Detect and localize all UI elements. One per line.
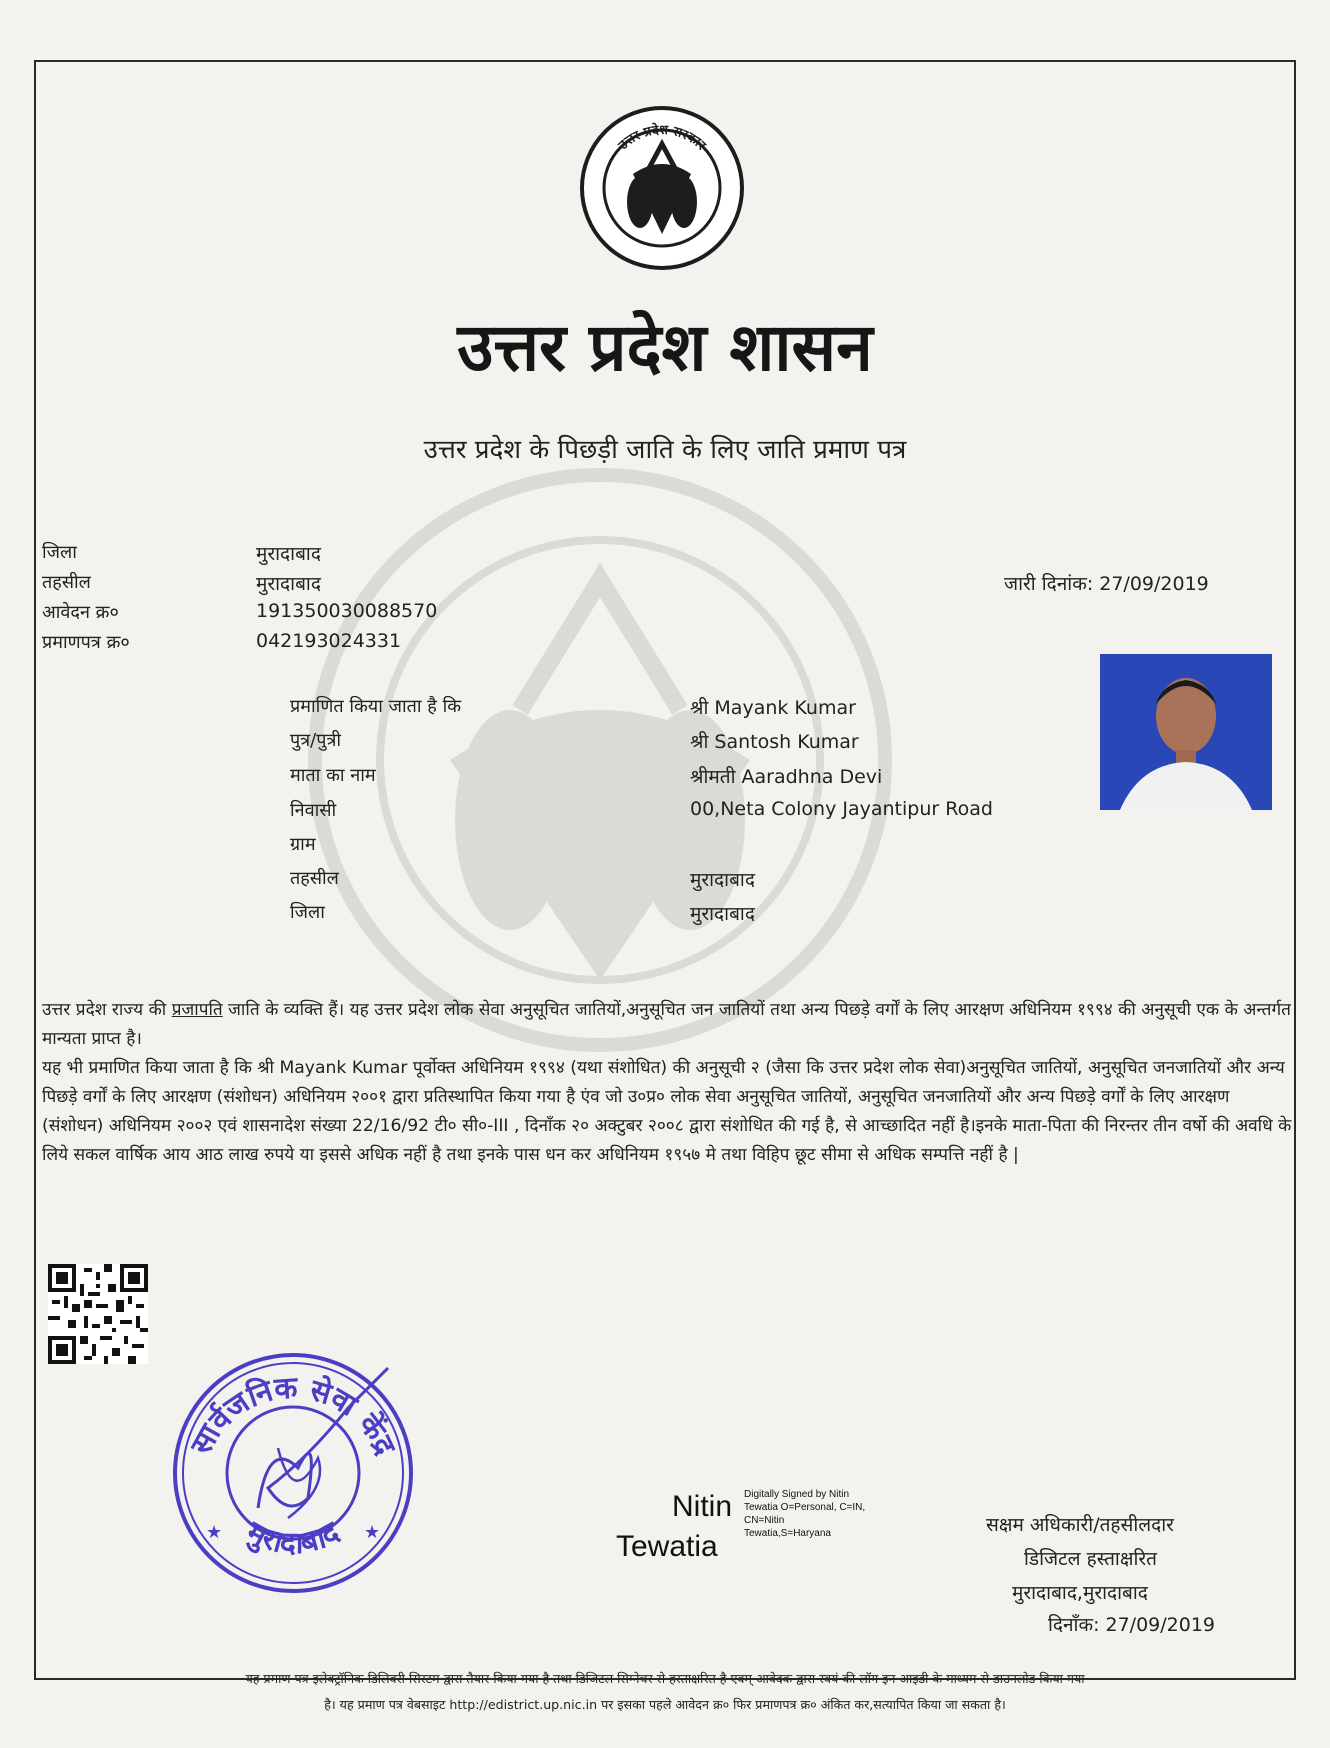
caste-name: प्रजापति [171,1000,223,1020]
detail-label-district: जिला [290,902,325,923]
signature-note-line: Tewatia,S=Haryana [744,1528,831,1539]
signer-name-line-2: Tewatia [616,1530,718,1563]
certificate-subtitle: उत्तर प्रदेश के पिछड़ी जाति के लिए जाति प्रमाण पत्र [423,435,907,465]
detail-label-mother: माता का नाम [290,765,376,786]
footer-note [40,1666,1290,1718]
svg-text:★: ★ [364,1522,381,1543]
certificate-paragraph-2: यह भी प्रमाणित किया जाता है कि श्री Mayank Kumar पूर्वोक्त अधिनियम १९९४ (यथा संशोधित) की अनुसूची २ (जैसा कि उत्तर प्रदेश लोक सेवा)अनुसूचित जातियों, अनुसूचित जनजातियों और अन्य पिछड़े वर्गों के लिए आरक्षण (संशोधन) अधिनियम २००१ द्वारा प्रतिस्थापित किया गया है एंव जो उ०प्र० लोक सेवा अनुसूचित जातियों, अनुसूचित जनजातियों और अन्य पिछड़े वर्गों के लिए आरक्षण (संशोधन) अधिनियम २००२ एवं शासनादेश संख्या 22/16/92 टी० सी०-III , दिनाँक २० अक्टुबर २००८ द्वारा संशोधित की गई है, से आच्छादित नहीं है।इनके माता-पिता की निरन्तर तीन वर्षो की अवधि के लिये सकल वार्षिक आय आठ लाख रुपये या इससे अधिक नहीं है तथा इनके पास धन कर अधिनियम १९५७ मे तथा विहिप छूट सीमा से अधिक सम्पत्ति नहीं है | [42,1058,1292,1165]
field-value-application-no: 191350030088570 [256,600,438,622]
detail-label-son-daughter: पुत्र/पुत्री [290,730,342,751]
qr-code-icon [48,1264,148,1364]
detail-label-certified: प्रमाणित किया जाता है कि [290,696,462,717]
signer-name-line-1: Nitin [672,1490,733,1523]
detail-label-tehsil: तहसील [290,868,339,889]
paragraph-1-end: जाति के व्यक्ति हैं। यह उत्तर प्रदेश लोक सेवा अनुसूचित जातियों,अनुसूचित जन जातियों तथा अन्य पिछड़े वर्गों के लिए आरक्षण अधिनियम १९९४ की अनुसूची एक के अन्तर्गत मान्यता प्राप्त है। [42,1000,1291,1049]
officer-designation: सक्षम अधिकारी/तहसीलदार [986,1514,1174,1536]
detail-value-father: श्री Santosh Kumar [690,731,859,753]
field-label-district: जिला [42,542,77,563]
signature-note-line: CN=Nitin [744,1515,785,1526]
field-value-district: मुरादाबाद [256,543,321,565]
watermark-emblem-icon [300,460,900,1060]
field-label-certificate-no: प्रमाणपत्र क्र० [42,632,130,653]
svg-text:सार्वजनिक सेवा केंद्र: सार्वजनिक सेवा केंद्र [183,1370,403,1461]
footer-line-2: है। यह प्रमाण पत्र वेबसाइट http://edistrict.up.nic.in पर इसका पहले आवेदन क्र० फिर प्रमाणपत्र क्र० अंकित कर,सत्यापित किया जा सकता है। [324,1697,1006,1712]
official-seal-stamp [168,1348,418,1598]
certificate-paragraph-1 [42,996,1292,1054]
field-label-tehsil: तहसील [42,572,91,593]
page-title: उत्तर प्रदेश शासन [457,309,873,386]
field-value-certificate-no: 042193024331 [256,630,402,652]
officer-date: दिनाँक: 27/09/2019 [1048,1614,1216,1636]
detail-value-name: श्री Mayank Kumar [690,697,856,719]
detail-value-mother: श्रीमती Aaradhna Devi [690,766,883,788]
footer-line-1: यह प्रमाण पत्र इलेक्ट्रॉनिक डिलिवरी सिस्टम द्वारा तैयार किया गया है तथा डिजिटल सिग्नेचर से हस्ताक्षरित है एवम् आवेदक द्वारा स्वयं की लॉग इन आइडी के माध्यम से डाउनलोड किया गया [245,1671,1085,1686]
detail-label-resident: निवासी [290,800,337,821]
detail-value-address: 00,Neta Colony Jayantipur Road [690,798,993,820]
detail-value-tehsil: मुरादाबाद [690,869,755,891]
field-label-application-no: आवेदन क्र० [42,602,119,623]
detail-value-district: मुरादाबाद [690,903,755,925]
officer-location: मुरादाबाद,मुरादाबाद [1012,1582,1148,1604]
officer-digital-signed: डिजिटल हस्ताक्षरित [1024,1548,1157,1570]
field-value-tehsil: मुरादाबाद [256,573,321,595]
digital-signature-note [744,1488,865,1540]
svg-text:★: ★ [206,1522,223,1543]
up-emblem-icon [578,104,746,272]
applicant-photo [1100,654,1272,810]
issue-date: जारी दिनांक: 27/09/2019 [1004,573,1209,595]
svg-text:उत्तर प्रदेश सरकार: उत्तर प्रदेश सरकार [615,122,709,154]
paragraph-1-start: उत्तर प्रदेश राज्य की [42,1000,172,1020]
svg-text:मुरादाबाद: मुरादाबाद [240,1514,346,1562]
signature-note-line: Digitally Signed by Nitin [744,1489,850,1500]
signature-note-line: Tewatia O=Personal, C=IN, [744,1502,866,1513]
detail-label-village: ग्राम [290,834,316,855]
